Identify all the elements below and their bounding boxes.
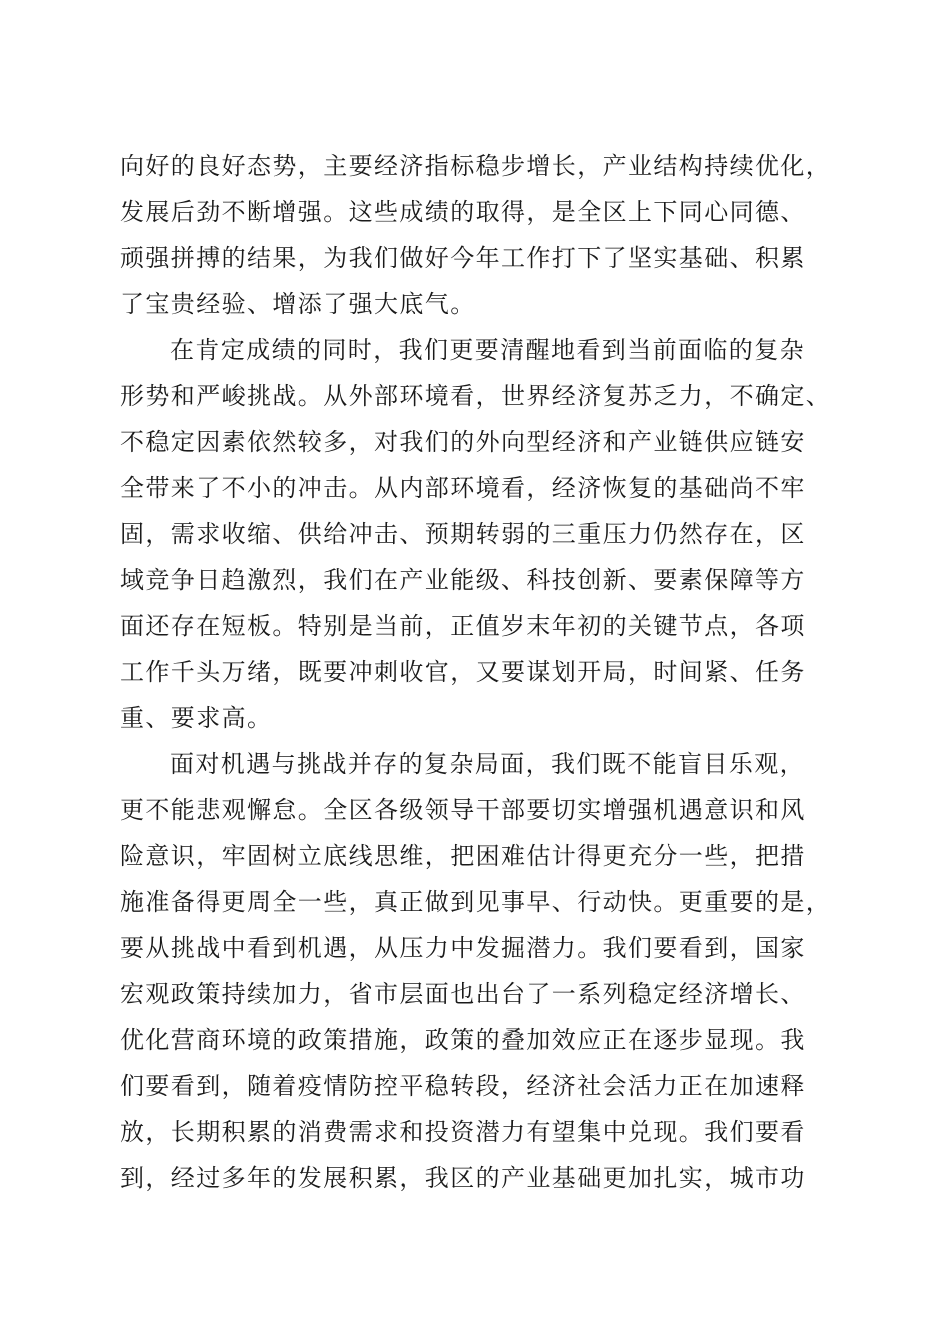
text-line: 面对机遇与挑战并存的复杂局面，我们既不能盲目乐观， [170, 750, 805, 778]
text-line: 险意识，牢固树立底线思维，把困难估计得更充分一些，把措 [120, 842, 806, 870]
text-line: 域竞争日趋激烈，我们在产业能级、科技创新、要素保障等方 [120, 566, 806, 594]
paragraph-2 [120, 327, 836, 741]
text-line: 了宝贵经验、增添了强大底气。 [120, 290, 476, 318]
text-line: 在肯定成绩的同时，我们更要清醒地看到当前面临的复杂 [170, 336, 805, 364]
text-line: 重、要求高。 [120, 704, 273, 732]
text-line: 工作千头万绪，既要冲刺收官，又要谋划开局，时间紧、任务 [120, 658, 806, 686]
text-line: 向好的良好态势，主要经济指标稳步增长，产业结构持续优化， [120, 152, 832, 180]
text-line: 不稳定因素依然较多，对我们的外向型经济和产业链供应链安 [120, 428, 806, 456]
text-line: 全带来了不小的冲击。从内部环境看，经济恢复的基础尚不牢 [120, 474, 806, 502]
paragraph-1 [120, 143, 836, 327]
text-line: 顽强拼搏的结果，为我们做好今年工作打下了坚实基础、积累 [120, 244, 806, 272]
document-body [120, 143, 836, 1201]
text-line: 更不能悲观懈怠。全区各级领导干部要切实增强机遇意识和风 [120, 796, 806, 824]
text-line: 宏观政策持续加力，省市层面也出台了一系列稳定经济增长、 [120, 980, 806, 1008]
text-line: 放，长期积累的消费需求和投资潜力有望集中兑现。我们要看 [120, 1118, 806, 1146]
text-line: 发展后劲不断增强。这些成绩的取得，是全区上下同心同德、 [120, 198, 806, 226]
text-line: 形势和严峻挑战。从外部环境看，世界经济复苏乏力，不确定、 [120, 382, 832, 410]
text-line: 到，经过多年的发展积累，我区的产业基础更加扎实，城市功 [120, 1164, 806, 1192]
text-line: 施准备得更周全一些，真正做到见事早、行动快。更重要的是， [120, 888, 832, 916]
paragraph-3 [120, 741, 836, 1201]
text-line: 优化营商环境的政策措施，政策的叠加效应正在逐步显现。我 [120, 1026, 806, 1054]
text-line: 要从挑战中看到机遇，从压力中发掘潜力。我们要看到，国家 [120, 934, 806, 962]
text-line: 固，需求收缩、供给冲击、预期转弱的三重压力仍然存在，区 [120, 520, 806, 548]
text-line: 面还存在短板。特别是当前，正值岁末年初的关键节点，各项 [120, 612, 806, 640]
text-line: 们要看到，随着疫情防控平稳转段，经济社会活力正在加速释 [120, 1072, 806, 1100]
